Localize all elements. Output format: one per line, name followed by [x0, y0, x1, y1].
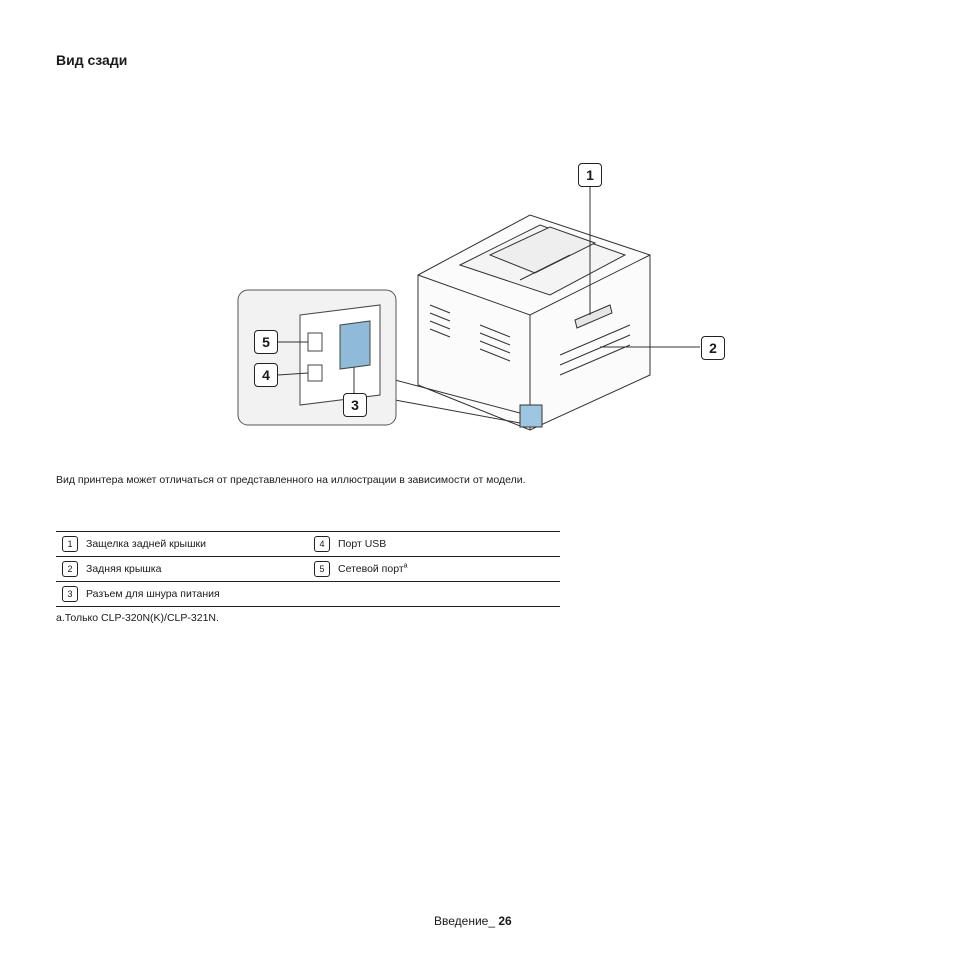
callout-5: 5: [254, 330, 278, 354]
callout-3: 3: [343, 393, 367, 417]
callout-4: 4: [254, 363, 278, 387]
footer-section: Введение_: [434, 914, 499, 928]
parts-table: [56, 531, 560, 607]
page-number: 26: [498, 914, 512, 928]
table-cell: [308, 582, 560, 607]
table-cell: [308, 557, 560, 582]
footnote: a.Только CLP-320N(K)/CLP-321N.: [56, 612, 219, 624]
item-number: 3: [62, 586, 78, 602]
table-cell: [56, 582, 308, 607]
table-cell: [308, 532, 560, 557]
table-cell: [56, 557, 308, 582]
table-row: [56, 532, 560, 557]
printer-drawing: [230, 155, 730, 445]
table-cell: [56, 532, 308, 557]
callout-2: 2: [701, 336, 725, 360]
page-title: Вид сзади: [56, 52, 128, 68]
item-label: Задняя крышка: [86, 563, 162, 575]
item-number: 5: [314, 561, 330, 577]
item-number: 4: [314, 536, 330, 552]
table-row: [56, 582, 560, 607]
item-label: Порт USB: [338, 538, 387, 550]
illustration-note: Вид принтера может отличаться от представленного на иллюстрации в зависимости от модели.: [56, 474, 526, 486]
item-number: 2: [62, 561, 78, 577]
item-label: Сетевой порт: [338, 563, 404, 575]
table-row: [56, 557, 560, 582]
footnote-marker: a: [403, 562, 408, 570]
item-label: Разъем для шнура питания: [86, 588, 220, 600]
callout-1: 1: [578, 163, 602, 187]
item-label: Защелка задней крышки: [86, 538, 206, 550]
item-number: 1: [62, 536, 78, 552]
page-footer: [434, 914, 512, 928]
printer-illustration: [230, 155, 730, 445]
